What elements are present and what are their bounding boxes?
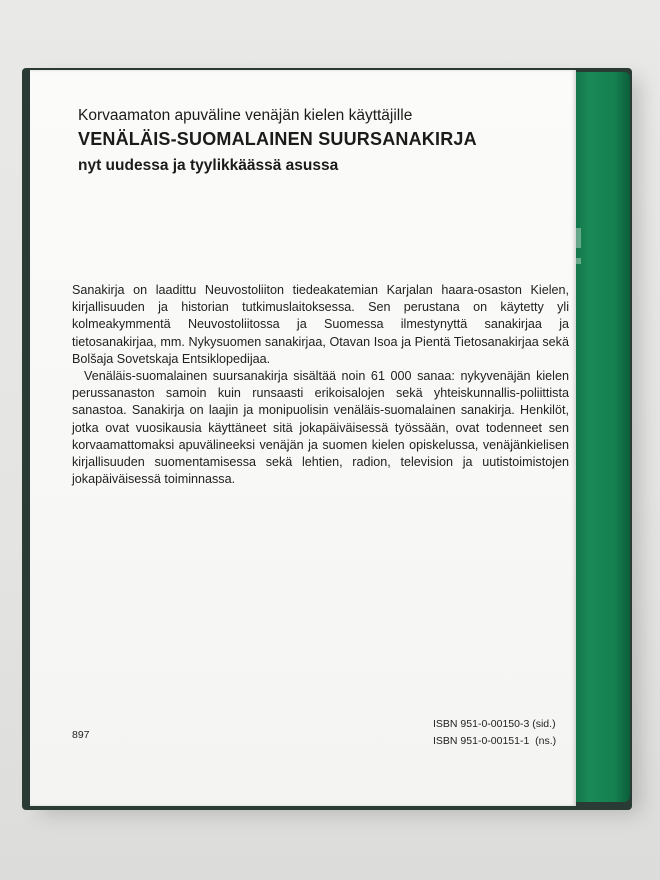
description-paragraph: Venäläis-suomalainen suursanakirja sisältää noin 61 000 sanaa: nykyvenäjän kielen perussanaston samoin kuin runsaasti erikoisalojen sekä yhteiskunnallis-poliittista sanastoa. Sanakirja on laajin ja monipuolisin venäläis-suomalainen sanakirja. Henkilöt, jotka ovat vuosikausia käyttäneet sitä jokapäiväisessä työssään, ovat todenneet sen korvaamattomaksi apuvälineeksi venäjän ja suomen kielen opiskelussa, venäjänkielisen kirjallisuuden suomentamisessa sekä lehtien, radion, television ja uutistoimistojen jokapäiväisessä toiminnassa.	[72, 369, 569, 487]
isbn-bound: ISBN 951-0-00150-3 (sid.)	[433, 718, 556, 730]
description-paragraph: Sanakirja on laadittu Neuvostoliiton tiedeakatemian Karjalan haara-osaston Kielen, kirjallisuuden ja historian tutkimuslaitoksessa. Sen perustana on käytetty yli kolmeakymmentä Neuvostoliitossa ja Suomessa ilmestynyttä sanakirjaa ja tietosanakirjaa, mm. Nykysuomen sanakirjaa, Otavan Isoa ja Pientä Tietosanakirjaa sekä Bolšaja Sovetskaja Entsiklopedijaa.	[72, 283, 569, 366]
book-title: VENÄLÄIS-SUOMALAINEN SUURSANAKIRJA	[78, 129, 477, 149]
isbn-paperback: ISBN 951-0-00151-1 (ns.)	[433, 735, 557, 747]
tagline: Korvaamaton apuväline venäjän kielen käyttäjille	[78, 107, 413, 124]
product-number: 897	[72, 729, 90, 741]
back-cover	[30, 70, 576, 806]
book-spine	[568, 72, 630, 802]
description	[72, 282, 569, 488]
subtitle: nyt uudessa ja tyylikkäässä asussa	[78, 157, 339, 174]
